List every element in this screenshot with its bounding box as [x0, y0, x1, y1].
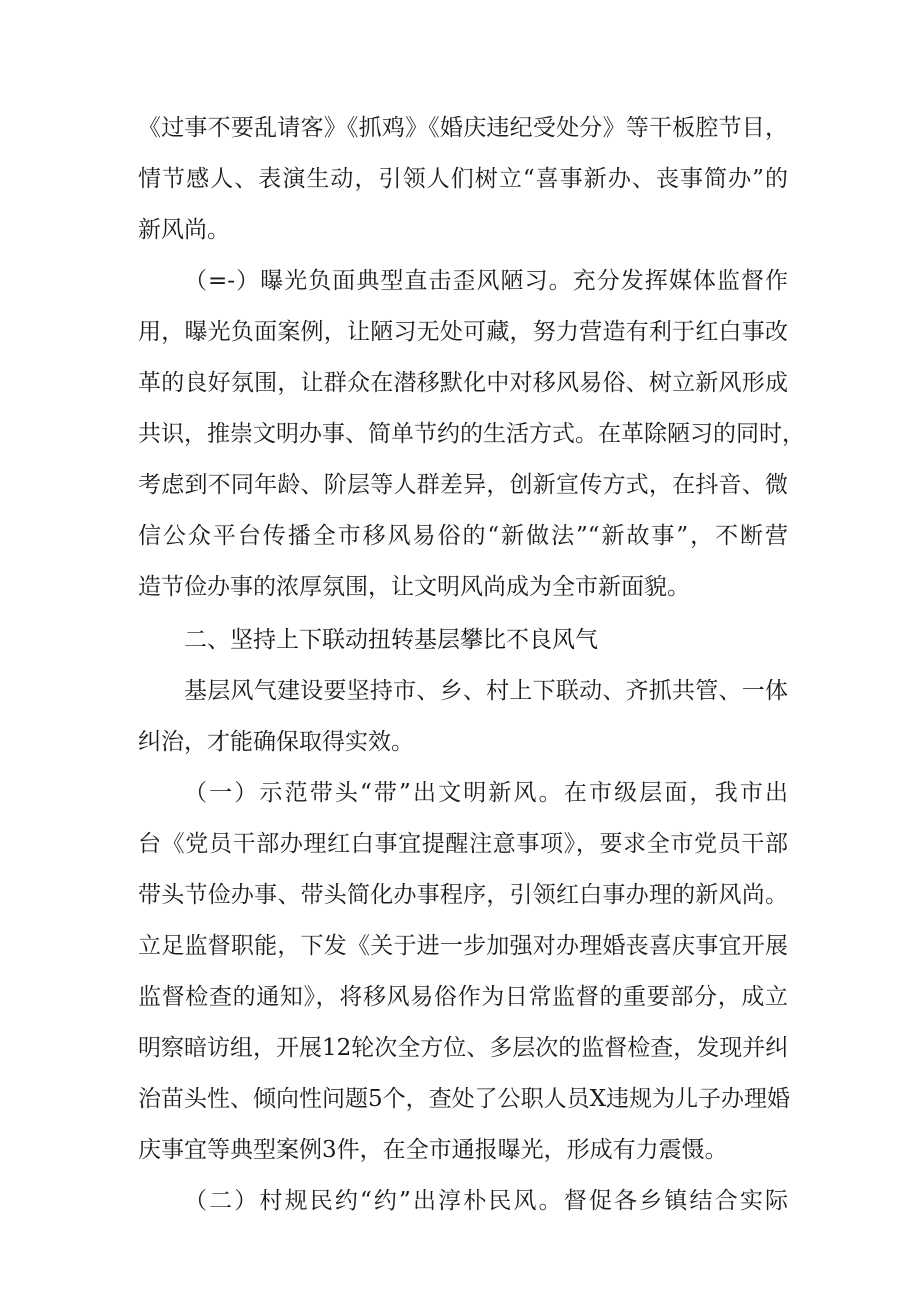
text-line: 信公众平台传播全市移风易俗的“新做法”“新故事”，不断营 — [138, 523, 788, 549]
text-line: 共识，推崇文明办事、简单节约的生活方式。在革除陋习的同时， — [138, 421, 805, 447]
text-line: 用，曝光负面案例，让陋习无处可藏，努力营造有利于红白事改 — [138, 319, 788, 345]
text-line: 基层风气建设要坚持市、乡、村上下联动、齐抓共管、一体 — [184, 678, 788, 704]
text-line: （二）村规民约“约”出淳朴民风。督促各乡镇结合实际 — [184, 1188, 788, 1214]
text-line: 带头节俭办事、带头简化办事程序，引领红白事办理的新风尚。 — [138, 882, 788, 908]
text-line: 监督检查的通知》，将移风易俗作为日常监督的重要部分，成立 — [138, 984, 788, 1010]
text-line: 庆事宜等典型案例3件，在全市通报曝光，形成有力震慑。 — [138, 1137, 728, 1163]
text-line: 立足监督职能，下发《关于进一步加强对办理婚丧喜庆事宜开展 — [138, 933, 788, 959]
text-line: 明察暗访组，开展12轮次全方位、多层次的监督检查，发现并纠 — [138, 1035, 789, 1061]
text-line: 纠治，才能确保取得实效。 — [138, 729, 414, 755]
text-line: （=-）曝光负面典型直击歪风陋习。充分发挥媒体监督作 — [184, 268, 788, 294]
text-line: 情节感人、表演生动，引领人们树立“喜事新办、丧事简办”的 — [138, 166, 788, 192]
text-line: 治苗头性、倾向性问题5个，查处了公职人员X违规为儿子办理婚 — [138, 1086, 791, 1112]
text-line: （一）示范带头“带”出文明新风。在市级层面，我市出 — [184, 780, 788, 806]
text-line: 台《党员干部办理红白事宜提醒注意事项》，要求全市党员干部 — [138, 831, 788, 857]
text-line: 造节俭办事的浓厚氛围，让文明风尚成为全市新面貌。 — [138, 574, 690, 600]
section-heading: 二、坚持上下联动扭转基层攀比不良风气 — [184, 627, 598, 653]
text-line: 《过事不要乱请客》《抓鸡》《婚庆违纪受处分》等干板腔节目， — [138, 115, 788, 141]
text-line: 考虑到不同年龄、阶层等人群差异，创新宣传方式，在抖音、微 — [138, 472, 788, 498]
text-line: 新风尚。 — [138, 217, 230, 243]
text-line: 革的良好氛围，让群众在潜移默化中对移风易俗、树立新风形成 — [138, 370, 788, 396]
